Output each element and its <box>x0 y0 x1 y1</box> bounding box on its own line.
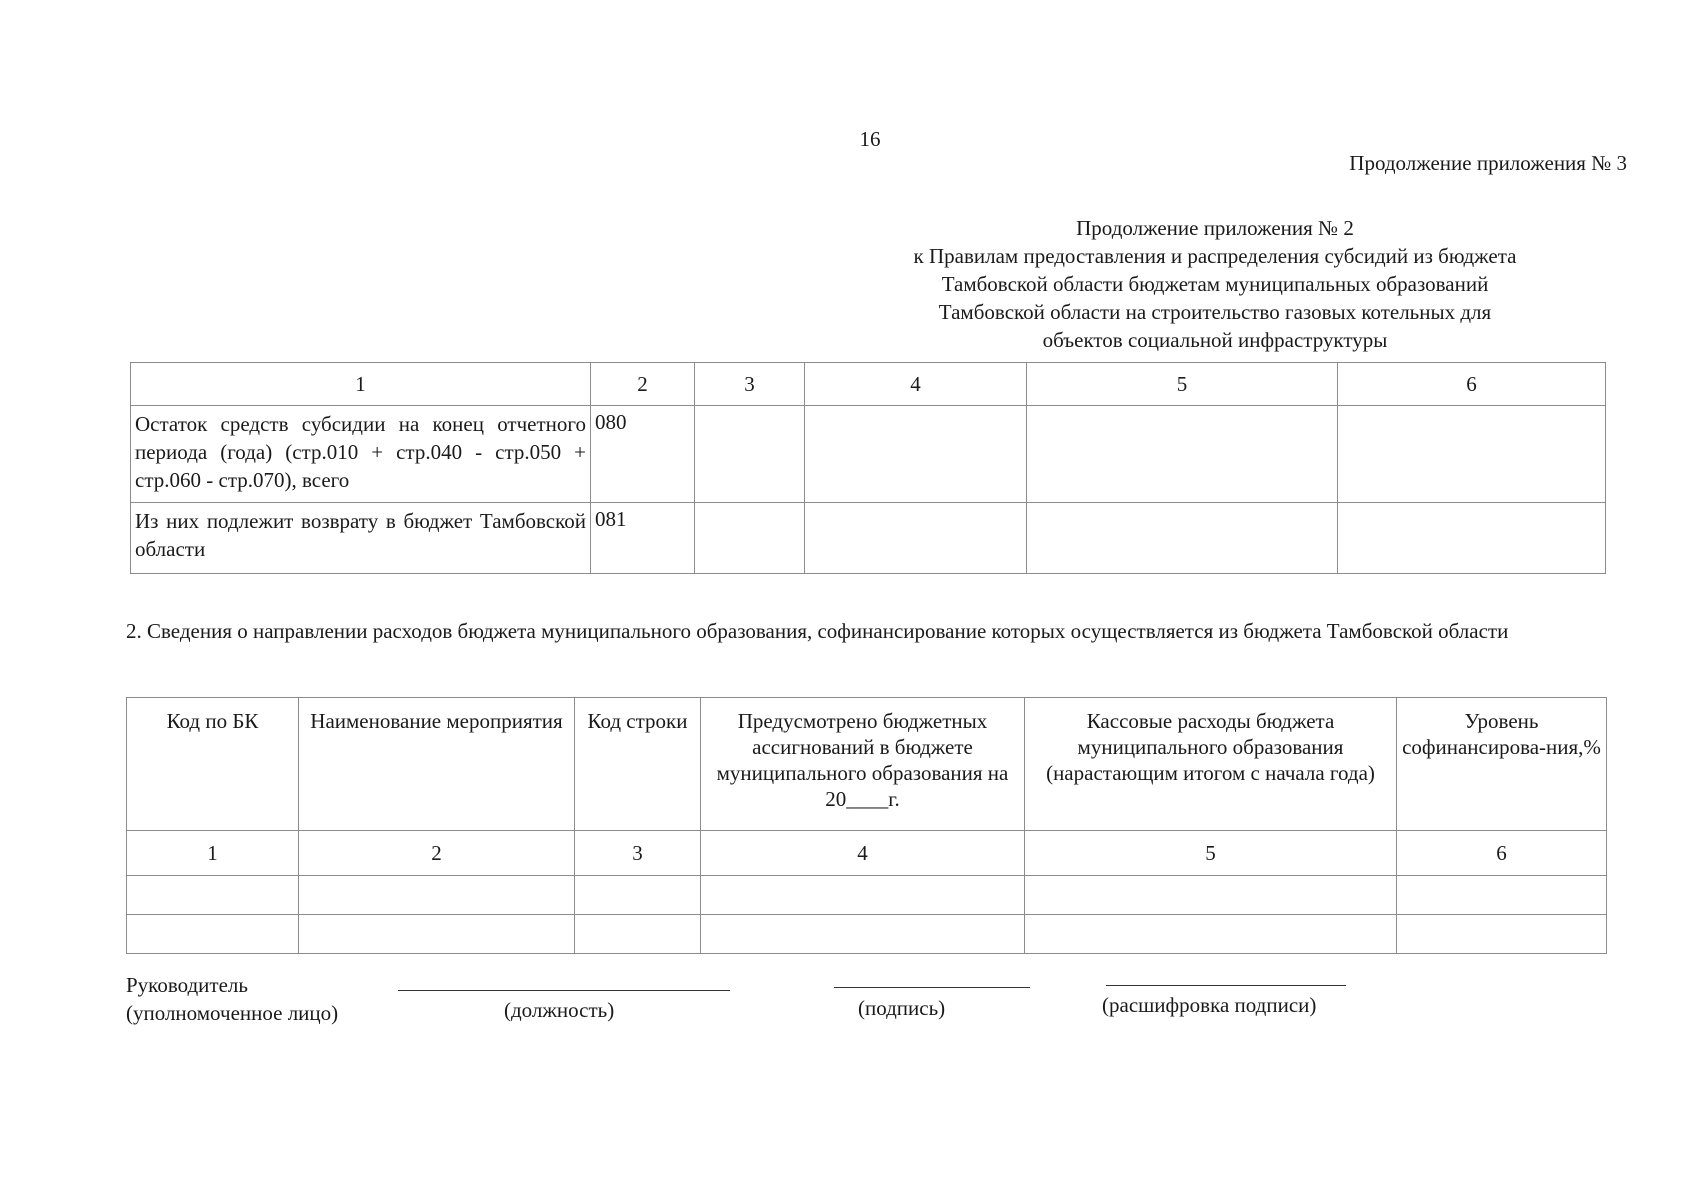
appendix-3-heading: Продолжение приложения № 3 <box>1349 151 1627 175</box>
table-header-row <box>131 363 1606 406</box>
table-cell <box>805 503 1027 574</box>
row-description: Остаток средств субсидии на конец отчетного периода (года) (стр.010 + стр.040 - стр.050 + стр.060 - стр.070), всего <box>131 406 591 503</box>
position-line <box>398 990 730 991</box>
table-header-row <box>127 698 1607 831</box>
position-caption: (должность) <box>504 998 615 1022</box>
table-cell <box>1338 406 1606 503</box>
header-planned-allocations: Предусмотрено бюджетных ассигнований в бюджете муниципального образования на 20____г. <box>701 698 1025 831</box>
appendix-2-line: Тамбовской области на строительство газовых котельных для <box>938 300 1492 324</box>
table-cell <box>1338 503 1606 574</box>
table-cell <box>1397 915 1607 954</box>
table-cell <box>695 406 805 503</box>
column-number: 2 <box>591 363 695 406</box>
table-cell <box>299 876 575 915</box>
expenditure-table <box>126 697 1607 954</box>
row-code: 081 <box>591 503 695 574</box>
table-cell <box>1027 406 1338 503</box>
decoding-caption: (расшифровка подписи) <box>1102 993 1317 1017</box>
table-cell <box>701 876 1025 915</box>
appendix-2-line: объектов социальной инфраструктуры <box>1042 328 1388 352</box>
table-cell <box>701 915 1025 954</box>
table-cell <box>575 915 701 954</box>
column-number: 4 <box>701 831 1025 876</box>
table-cell <box>299 915 575 954</box>
appendix-2-line: к Правилам предоставления и распределения субсидий из бюджета <box>913 244 1517 268</box>
table-row <box>127 915 1607 954</box>
table-cell <box>1025 876 1397 915</box>
column-number: 6 <box>1338 363 1606 406</box>
column-number: 2 <box>299 831 575 876</box>
header-bk-code: Код по БК <box>127 698 299 831</box>
column-number: 5 <box>1027 363 1338 406</box>
appendix-2-heading <box>855 214 1575 354</box>
column-number: 3 <box>695 363 805 406</box>
table-row <box>131 503 1606 574</box>
header-cash-expenses: Кассовые расходы бюджета муниципального образования (нарастающим итогом с начала года) <box>1025 698 1397 831</box>
table-cell <box>1025 915 1397 954</box>
table-row <box>131 406 1606 503</box>
signatory-subtitle: (уполномоченное лицо) <box>126 1001 339 1025</box>
table-cell <box>1027 503 1338 574</box>
column-number: 4 <box>805 363 1027 406</box>
appendix-2-line: Тамбовской области бюджетам муниципальных образований <box>941 272 1489 296</box>
column-number: 5 <box>1025 831 1397 876</box>
table-cell <box>695 503 805 574</box>
header-cofinancing-level: Уровень софинансирова-ния,% <box>1397 698 1607 831</box>
signature-line <box>834 987 1030 988</box>
signature-caption: (подпись) <box>858 996 946 1020</box>
row-description: Из них подлежит возврату в бюджет Тамбовской области <box>131 503 591 574</box>
decoding-line <box>1106 985 1346 986</box>
column-number: 6 <box>1397 831 1607 876</box>
column-number: 3 <box>575 831 701 876</box>
table-number-row <box>127 831 1607 876</box>
table-cell <box>127 915 299 954</box>
table-cell <box>805 406 1027 503</box>
subsidy-balance-table <box>130 362 1606 574</box>
section-2-title: 2. Сведения о направлении расходов бюджета муниципального образования, софинансирование которых осуществляется из бюджета Тамбовской области <box>126 619 1509 643</box>
column-number: 1 <box>131 363 591 406</box>
appendix-2-line: Продолжение приложения № 2 <box>1076 216 1354 240</box>
table-row <box>127 876 1607 915</box>
table-cell <box>1397 876 1607 915</box>
page-number: 16 <box>859 127 881 151</box>
signatory-title: Руководитель <box>126 973 248 997</box>
row-code: 080 <box>591 406 695 503</box>
header-activity-name: Наименование мероприятия <box>299 698 575 831</box>
table-cell <box>575 876 701 915</box>
table-cell <box>127 876 299 915</box>
column-number: 1 <box>127 831 299 876</box>
header-line-code: Код строки <box>575 698 701 831</box>
